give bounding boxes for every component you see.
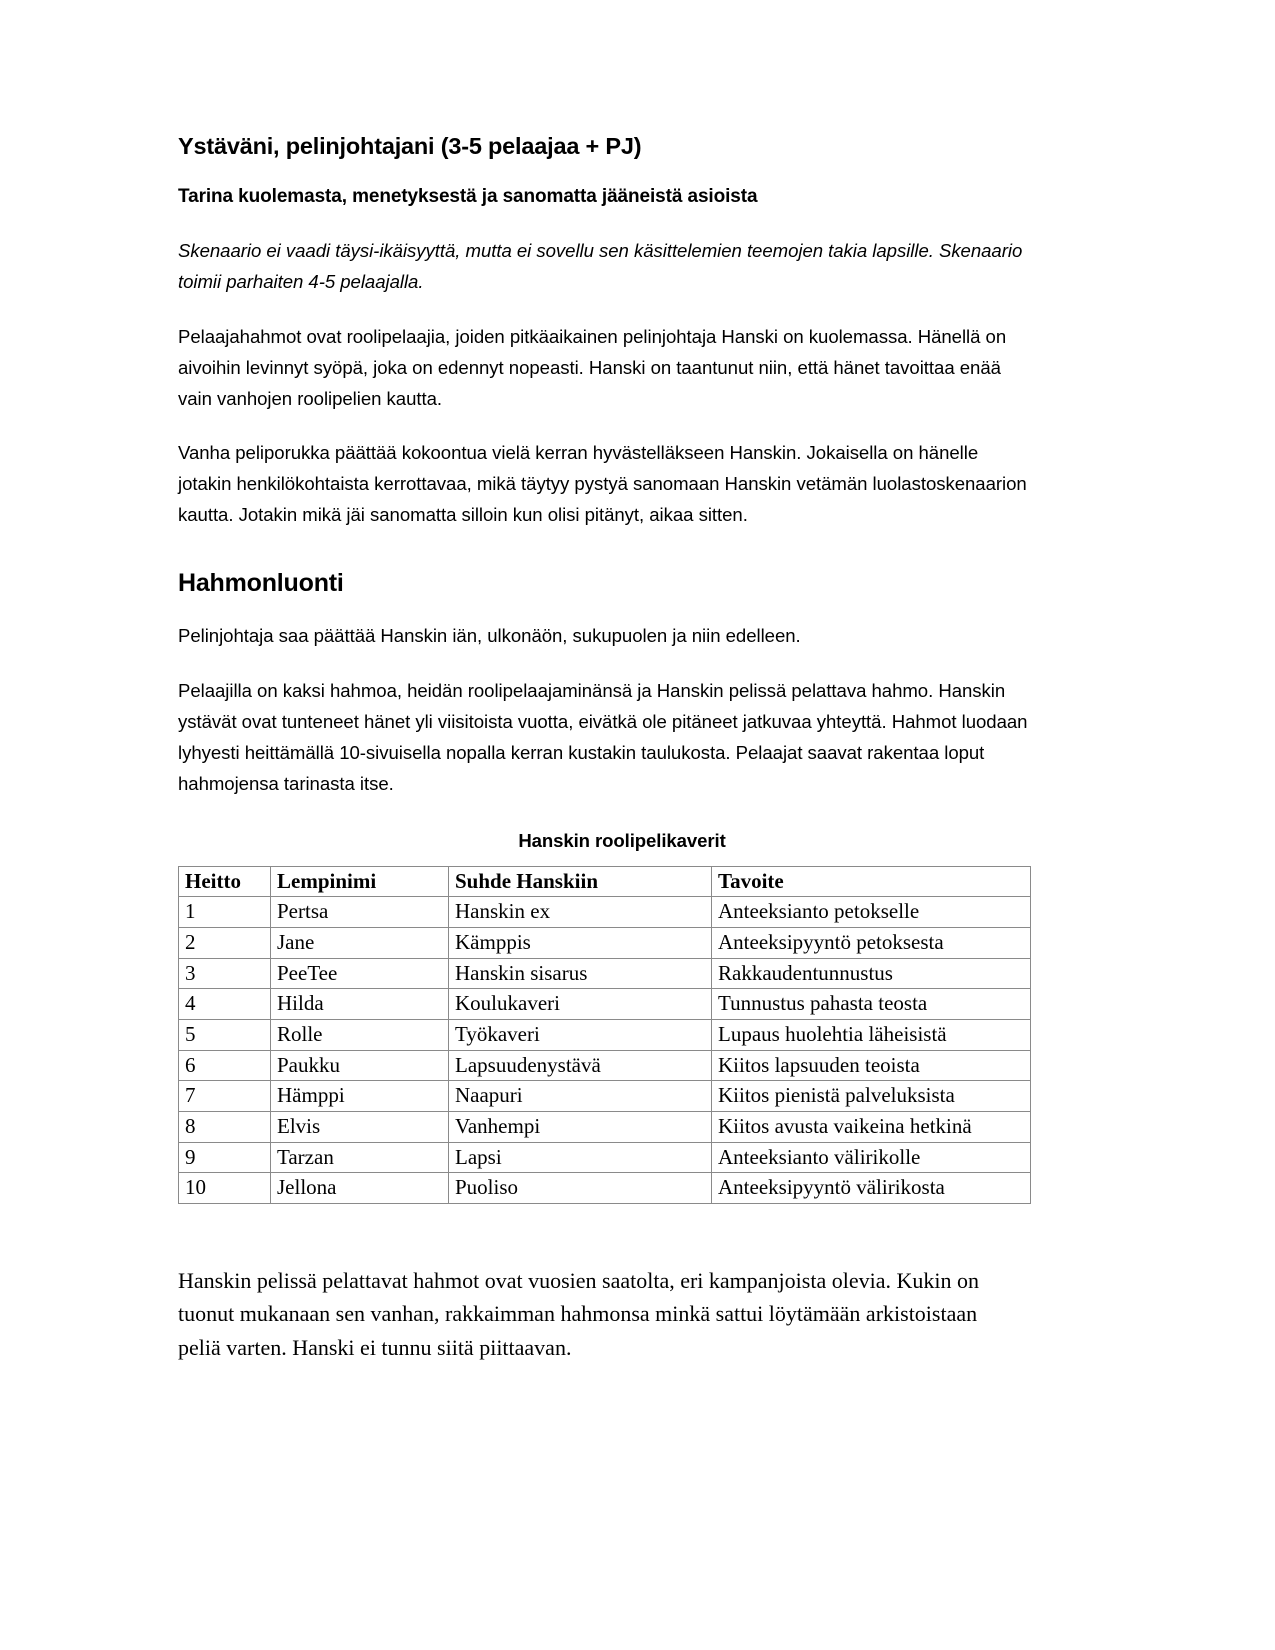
hahmonluonti-paragraph-2: Pelaajilla on kaksi hahmoa, heidän roolipelaajaminänsä ja Hanskin pelissä pelattava hahmo. Hanskin ystävät ovat tunteneet hänet yli viisitoista vuotta, eivätkä ole pitäneet jatkuvaa yhteyttä. Hahmot luodaan lyhyesti heittämällä 10-sivuisella nopalla kerran kustakin taulukosta. Pelaajat saavat rakentaa loput hahmojensa tarinasta itse.: [178, 680, 1028, 794]
cell-tavoite: Anteeksipyyntö välirikosta: [712, 1173, 1031, 1204]
intro-paragraph-2: Vanha peliporukka päättää kokoontua vielä kerran hyvästelläkseen Hanskin. Jokaisella on hänelle jotakin henkilökohtaista kerrottavaa, mikä täytyy pystyä sanomaan Hanskin vetämän luolastoskenaarion kautta. Jotakin mikä jäi sanomatta silloin kun olisi pitänyt, aikaa sitten.: [178, 442, 1027, 526]
cell-heitto: 8: [179, 1111, 271, 1142]
hahmonluonti-paragraph-1: Pelinjohtaja saa päättää Hanskin iän, ulkonäön, sukupuolen ja niin edelleen.: [178, 625, 801, 647]
table-caption: Hanskin roolipelikaverit: [518, 829, 726, 851]
document-subtitle: Tarina kuolemasta, menetyksestä ja sanomatta jääneistä asioista: [178, 186, 758, 208]
closing-paragraph: Hanskin pelissä pelattavat hahmot ovat vuosien saatolta, eri kampanjoista olevia. Kukin on tuonut mukanaan sen vanhan, rakkaimman hahmonsa minkä sattui löytämään arkistoistaan peliä varten. Hanski ei tunnu siitä piittaavan.: [178, 1267, 979, 1360]
cell-heitto: 9: [179, 1142, 271, 1173]
cell-suhde: Vanhempi: [449, 1111, 712, 1142]
cell-heitto: 5: [179, 1020, 271, 1051]
intro-italic-paragraph: Skenaario ei vaadi täysi-ikäisyyttä, mutta ei sovellu sen käsittelemien teemojen takia lapsille. Skenaario toimii parhaiten 4-5 pelaajalla.: [178, 240, 1023, 292]
cell-tavoite: Tunnustus pahasta teosta: [712, 989, 1031, 1020]
table-row: [179, 989, 1031, 1020]
table-body: [179, 897, 1031, 1204]
cell-lempinimi: Pertsa: [271, 897, 449, 928]
cell-suhde: Naapuri: [449, 1081, 712, 1112]
column-header-suhde: Suhde Hanskiin: [449, 866, 712, 897]
cell-tavoite: Rakkaudentunnustus: [712, 958, 1031, 989]
column-header-lempinimi: Lempinimi: [271, 866, 449, 897]
cell-heitto: 6: [179, 1050, 271, 1081]
cell-tavoite: Anteeksianto välirikolle: [712, 1142, 1031, 1173]
table-row: [179, 1142, 1031, 1173]
cell-suhde: Lapsuudenystävä: [449, 1050, 712, 1081]
cell-suhde: Lapsi: [449, 1142, 712, 1173]
document-title: Ystäväni, pelinjohtajani (3-5 pelaajaa + PJ): [178, 133, 642, 159]
cell-heitto: 10: [179, 1173, 271, 1204]
cell-suhde: Hanskin sisarus: [449, 958, 712, 989]
cell-suhde: Koulukaveri: [449, 989, 712, 1020]
document-content: [178, 132, 1030, 1364]
cell-lempinimi: Rolle: [271, 1020, 449, 1051]
cell-heitto: 7: [179, 1081, 271, 1112]
cell-tavoite: Anteeksianto petokselle: [712, 897, 1031, 928]
cell-heitto: 3: [179, 958, 271, 989]
table-row: [179, 928, 1031, 959]
cell-suhde: Hanskin ex: [449, 897, 712, 928]
roolipelikaverit-table: [178, 866, 1031, 1204]
intro-paragraph-1: Pelaajahahmot ovat roolipelaajia, joiden pitkäaikainen pelinjohtaja Hanski on kuolemassa. Hänellä on aivoihin levinnyt syöpä, joka on edennyt nopeasti. Hanski on taantunut niin, että hänet tavoittaa enää vain vanhojen roolipelien kautta.: [178, 325, 1007, 409]
cell-heitto: 1: [179, 897, 271, 928]
section-heading-hahmonluonti: Hahmonluonti: [178, 568, 344, 597]
table-row: [179, 1081, 1031, 1112]
column-header-heitto: Heitto: [179, 866, 271, 897]
cell-lempinimi: Jane: [271, 928, 449, 959]
cell-tavoite: Kiitos lapsuuden teoista: [712, 1050, 1031, 1081]
cell-lempinimi: Hilda: [271, 989, 449, 1020]
table-row: [179, 1173, 1031, 1204]
cell-suhde: Kämppis: [449, 928, 712, 959]
cell-suhde: Puoliso: [449, 1173, 712, 1204]
table-row: [179, 958, 1031, 989]
cell-tavoite: Kiitos pienistä palveluksista: [712, 1081, 1031, 1112]
cell-tavoite: Anteeksipyyntö petoksesta: [712, 928, 1031, 959]
cell-heitto: 4: [179, 989, 271, 1020]
table-row: [179, 1020, 1031, 1051]
cell-tavoite: Kiitos avusta vaikeina hetkinä: [712, 1111, 1031, 1142]
cell-lempinimi: Elvis: [271, 1111, 449, 1142]
cell-lempinimi: Tarzan: [271, 1142, 449, 1173]
cell-lempinimi: PeeTee: [271, 958, 449, 989]
cell-lempinimi: Jellona: [271, 1173, 449, 1204]
cell-tavoite: Lupaus huolehtia läheisistä: [712, 1020, 1031, 1051]
table-row: [179, 897, 1031, 928]
column-header-tavoite: Tavoite: [712, 866, 1031, 897]
cell-heitto: 2: [179, 928, 271, 959]
table-header-row: [179, 866, 1031, 897]
cell-lempinimi: Paukku: [271, 1050, 449, 1081]
cell-lempinimi: Hämppi: [271, 1081, 449, 1112]
table-row: [179, 1111, 1031, 1142]
cell-suhde: Työkaveri: [449, 1020, 712, 1051]
table-row: [179, 1050, 1031, 1081]
